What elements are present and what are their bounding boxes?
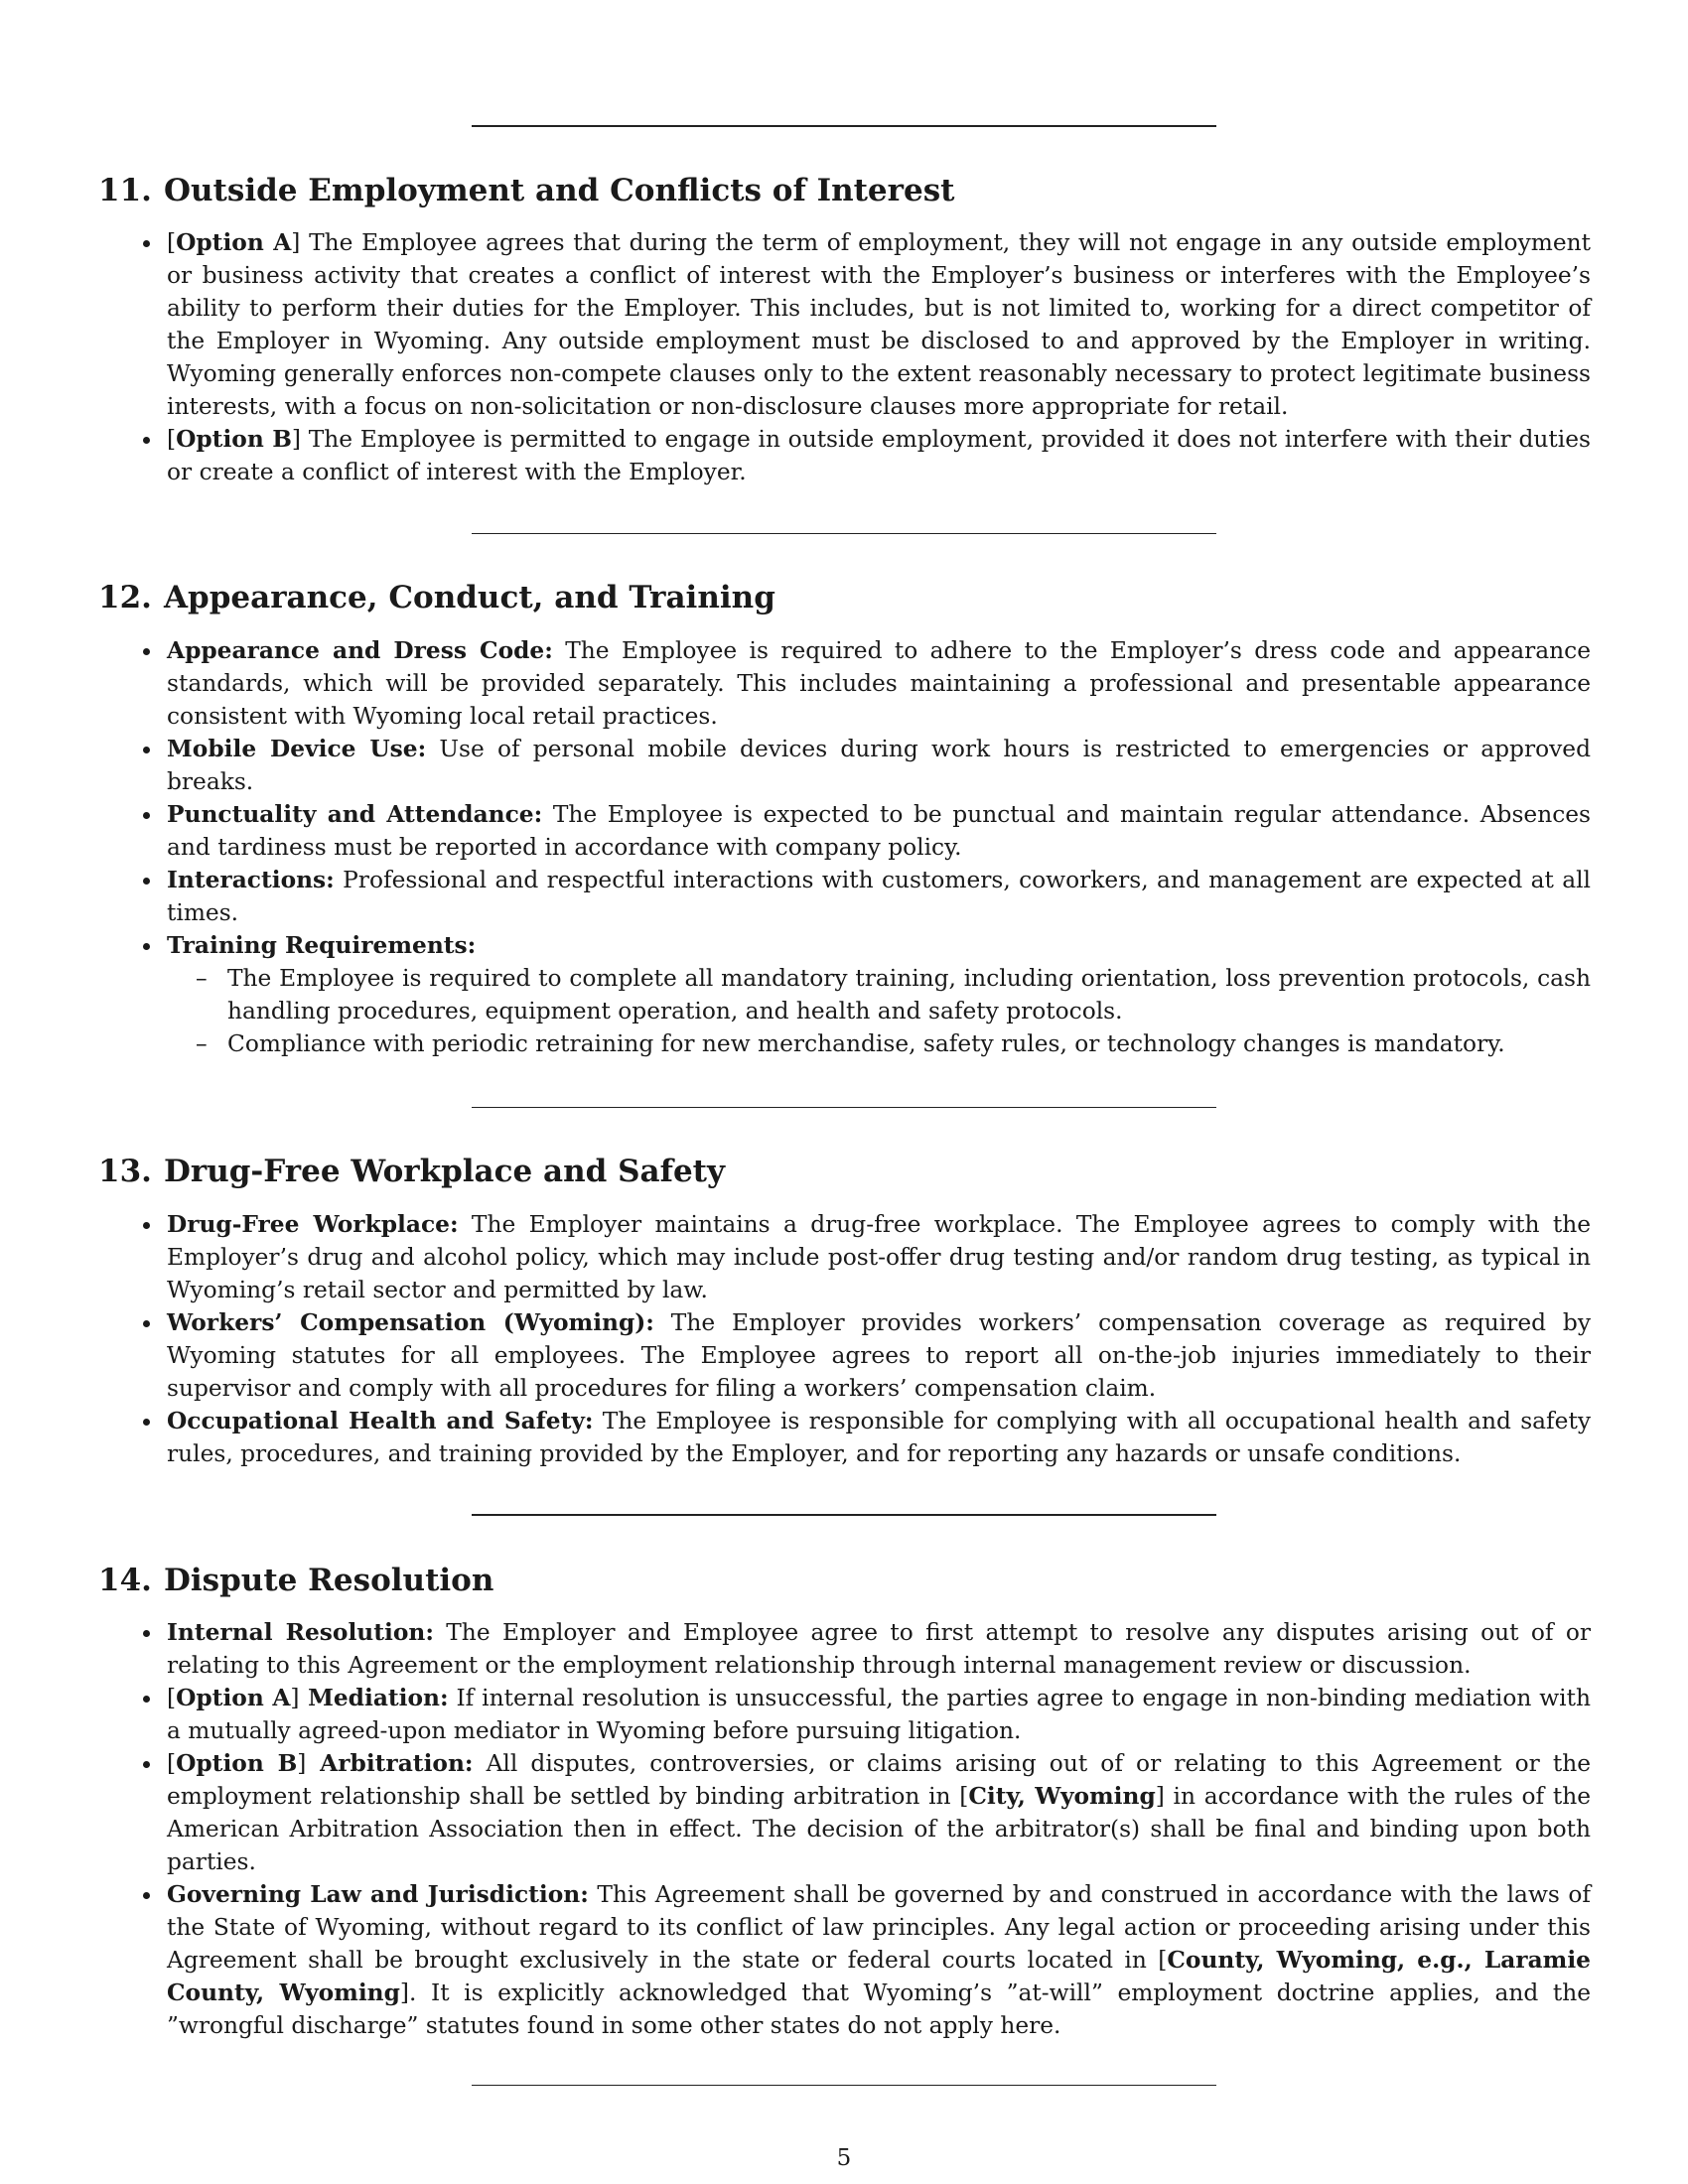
list-item: Appearance and Dress Code: The Employee is required to adhere to the Employer’s dress code and appearance standards, which will be provided separately. This includes maintaining a professional and presentable appearance consistent with Wyoming local retail practices.: [167, 634, 1591, 733]
section-number: 13.: [98, 1154, 152, 1189]
section-divider: [472, 2085, 1216, 2086]
sub-list: [167, 962, 1591, 1060]
list-item: Interactions: Professional and respectful interactions with customers, coworkers, and management are expected at all times.: [167, 864, 1591, 929]
section-number: 12.: [98, 580, 152, 615]
section-14-heading: [98, 1562, 1588, 1599]
section-number: 14.: [98, 1563, 152, 1598]
list-item: [Option B] The Employee is permitted to engage in outside employment, provided it does not interfere with their duties or create a conflict of interest with the Employer.: [167, 423, 1591, 488]
list-item: Occupational Health and Safety: The Employee is responsible for complying with all occupational health and safety rules, procedures, and training provided by the Employer, and for reporting any hazards or unsafe conditions.: [167, 1405, 1591, 1470]
list-item: [Option A] Mediation: If internal resolution is unsuccessful, the parties agree to engage in non-binding mediation with a mutually agreed-upon mediator in Wyoming before pursuing litigation.: [167, 1682, 1591, 1747]
list-item: [Option B] Arbitration: All disputes, controversies, or claims arising out of or relating to this Agreement or the employment relationship shall be settled by binding arbitration in [City, Wyoming] in accordance with the rules of the American Arbitration Association then in effect. The decision of the arbitrator(s) shall be final and binding upon both parties.: [167, 1747, 1591, 1878]
section-13-list: [167, 1208, 1591, 1470]
section-title: Outside Employment and Conflicts of Interest: [164, 173, 955, 208]
section-number: 11.: [98, 173, 152, 208]
list-item: Workers’ Compensation (Wyoming): The Employer provides workers’ compensation coverage as required by Wyoming statutes for all employees. The Employee agrees to report all on-the-job injuries immediately to their supervisor and comply with all procedures for filing a workers’ compensation claim.: [167, 1306, 1591, 1405]
section-12-heading: [98, 579, 1588, 616]
sub-list-item: – Compliance with periodic retraining for new merchandise, safety rules, or technology changes is mandatory.: [227, 1027, 1591, 1060]
section-divider: [472, 533, 1216, 534]
section-11-list: [167, 226, 1591, 488]
section-divider: [472, 1107, 1216, 1108]
section-divider: [472, 125, 1216, 127]
list-item: Training Requirements: – The Employee is required to complete all mandatory training, including orientation, loss prevention protocols, cash handling procedures, equipment operation, and health and safety protocols. – Compliance with periodic retraining for new merchandise, safety rules, or technology changes is mandatory.: [167, 929, 1591, 1060]
list-item: Mobile Device Use: Use of personal mobile devices during work hours is restricted to emergencies or approved breaks.: [167, 733, 1591, 798]
section-divider: [472, 1514, 1216, 1516]
section-11-heading: [98, 172, 1588, 209]
list-item: Drug-Free Workplace: The Employer maintains a drug-free workplace. The Employee agrees to comply with the Employer’s drug and alcohol policy, which may include post-offer drug testing and/or random drug testing, as typical in Wyoming’s retail sector and permitted by law.: [167, 1208, 1591, 1306]
list-item: [Option A] The Employee agrees that during the term of employment, they will not engage in any outside employment or business activity that creates a conflict of interest with the Employer’s business or interferes with the Employee’s ability to perform their duties for the Employer. This includes, but is not limited to, working for a direct competitor of the Employer in Wyoming. Any outside employment must be disclosed to and approved by the Employer in writing. Wyoming generally enforces non-compete clauses only to the extent reasonably necessary to protect legitimate business interests, with a focus on non-solicitation or non-disclosure clauses more appropriate for retail.: [167, 226, 1591, 423]
section-title: Drug-Free Workplace and Safety: [164, 1154, 725, 1189]
list-item: Governing Law and Jurisdiction: This Agreement shall be governed by and construed in accordance with the laws of the State of Wyoming, without regard to its conflict of law principles. Any legal action or proceeding arising under this Agreement shall be brought exclusively in the state or federal courts located in [County, Wyoming, e.g., Laramie County, Wyoming]. It is explicitly acknowledged that Wyoming’s ”at-will” employment doctrine applies, and the ”wrongful discharge” statutes found in some other states do not apply here.: [167, 1878, 1591, 2042]
section-12-list: [167, 634, 1591, 1060]
list-item: Punctuality and Attendance: The Employee is expected to be punctual and maintain regular attendance. Absences and tardiness must be reported in accordance with company policy.: [167, 798, 1591, 864]
section-13-heading: [98, 1153, 1588, 1190]
section-14-list: [167, 1616, 1591, 2042]
section-title: Appearance, Conduct, and Training: [164, 580, 775, 615]
list-item: Internal Resolution: The Employer and Employee agree to first attempt to resolve any disputes arising out of or relating to this Agreement or the employment relationship through internal management review or discussion.: [167, 1616, 1591, 1682]
sub-list-item: – The Employee is required to complete all mandatory training, including orientation, loss prevention protocols, cash handling procedures, equipment operation, and health and safety protocols.: [227, 962, 1591, 1027]
section-title: Dispute Resolution: [164, 1563, 494, 1598]
page-number: 5: [836, 2145, 852, 2171]
